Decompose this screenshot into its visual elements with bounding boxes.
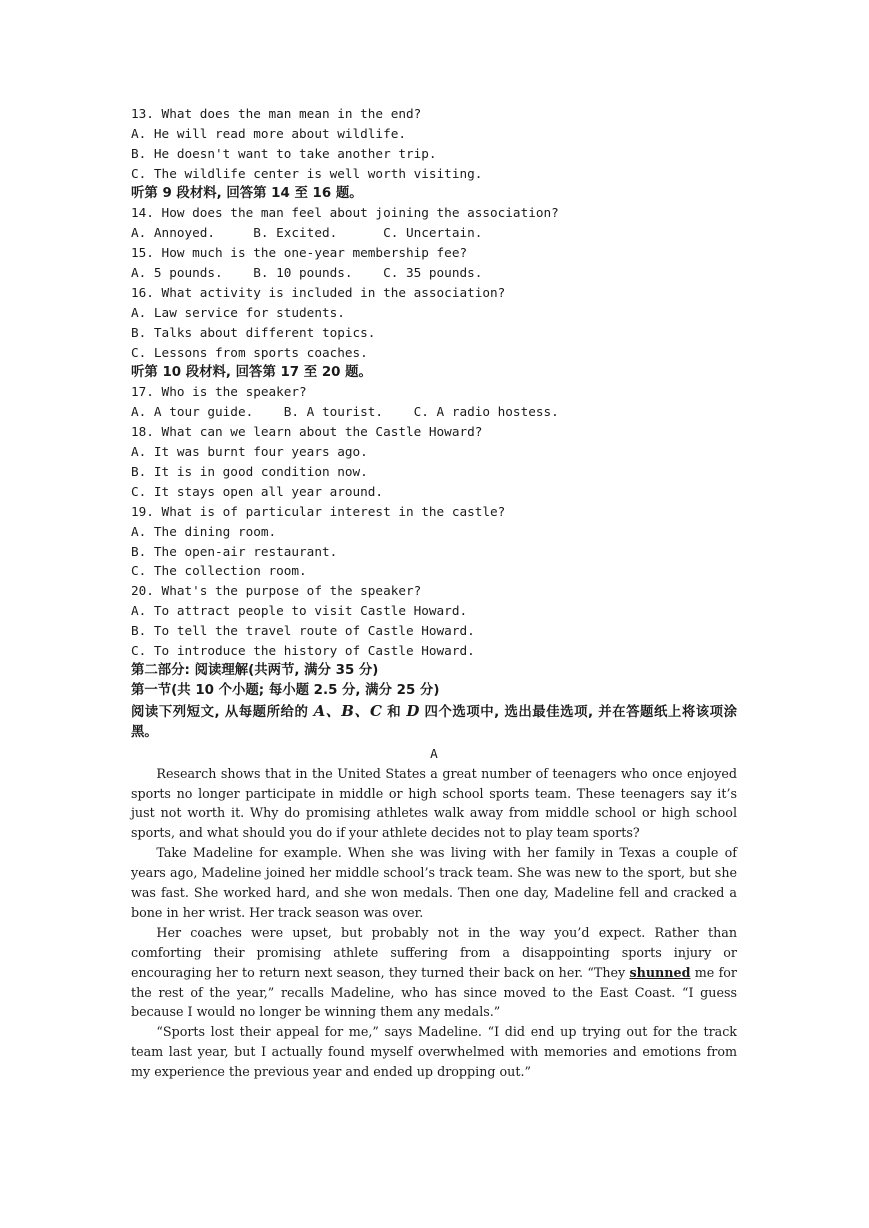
option-line: C. The collection room. xyxy=(131,563,307,579)
section9-heading: 听第 9 段材料, 回答第 14 至 16 题。 xyxy=(131,185,363,201)
option-line: B. To tell the travel route of Castle Howard. xyxy=(131,623,475,639)
question-line: 19. What is of particular interest in the castle? xyxy=(131,503,506,519)
instruction-letter-d: D xyxy=(406,701,420,720)
paragraph-3-after: me for the rest of the year,” recalls Madeline, who has since moved to the East Coast. “I guess because I would no longer be winning them any medals.” xyxy=(131,964,737,1020)
part2-heading: 第二部分: 阅读理解(共两节, 满分 35 分) xyxy=(131,662,379,678)
passage-paragraph-4: “Sports lost their appeal for me,” says Madeline. “I did end up trying out for the track team last year, but I actually found myself overwhelmed with memories and emotions from my experience the previous year and ended up dropping out.” xyxy=(131,1024,737,1080)
option-line: C. Lessons from sports coaches. xyxy=(131,344,368,360)
underlined-word-shunned: shunned xyxy=(629,964,691,980)
option-line: A. A tour guide. B. A tourist. C. A radio hostess. xyxy=(131,404,559,420)
option-line: C. To introduce the history of Castle Howard. xyxy=(131,643,475,659)
question-line: 16. What activity is included in the association? xyxy=(131,285,506,301)
option-line: A. He will read more about wildlife. xyxy=(131,125,406,141)
option-line: B. He doesn't want to take another trip. xyxy=(131,145,437,161)
instruction-letters-abc: A、B、C xyxy=(313,701,382,720)
listening-questions-14-16 xyxy=(131,203,737,362)
passage-paragraph-3 xyxy=(131,923,737,1023)
question-line: 13. What does the man mean in the end? xyxy=(131,106,422,121)
listening-questions-13 xyxy=(131,104,737,184)
option-line: A. Law service for students. xyxy=(131,304,345,320)
option-line: A. 5 pounds. B. 10 pounds. C. 35 pounds. xyxy=(131,265,483,281)
option-line: B. It is in good condition now. xyxy=(131,464,368,480)
listening-questions-17-20 xyxy=(131,382,737,660)
exam-page xyxy=(131,104,737,1082)
section10-heading: 听第 10 段材料, 回答第 17 至 20 题。 xyxy=(131,364,372,380)
option-line: A. To attract people to visit Castle Howard. xyxy=(131,603,468,619)
option-line: C. It stays open all year around. xyxy=(131,483,384,499)
section1-heading: 第一节(共 10 个小题; 每小题 2.5 分, 满分 25 分) xyxy=(131,682,440,698)
passage-paragraph-2: Take Madeline for example. When she was living with her family in Texas a couple of years ago, Madeline joined her middle school’s track team. She was new to the sport, but she was fast. She worked hard, and she won medals. Then one day, Madeline fell and cracked a bone in her wrist. Her track season was over. xyxy=(131,845,737,920)
passage-paragraph-1: Research shows that in the United States a great number of teenagers who once enjoyed sports no longer participate in middle or high school sports team. These teenagers say it’s just not worth it. Why do promising athletes walk away from middle school or high school sports, and what should you do if your athlete decides not to play team sports? xyxy=(131,765,737,841)
option-line: B. The open-air restaurant. xyxy=(131,543,338,559)
question-line: 14. How does the man feel about joining the association? xyxy=(131,205,559,221)
option-line: A. The dining room. xyxy=(131,523,277,539)
option-line: A. It was burnt four years ago. xyxy=(131,444,368,460)
question-line: 20. What's the purpose of the speaker? xyxy=(131,583,422,599)
question-line: 15. How much is the one-year membership fee? xyxy=(131,245,468,261)
passage-label: A xyxy=(430,745,438,761)
option-line: C. The wildlife center is well worth visiting. xyxy=(131,165,483,181)
instruction-mid: 和 xyxy=(382,704,407,720)
paragraph-3-before: Her coaches were upset, but probably not in the way you’d expect. Rather than comforting their promising athlete suffering from a disappointing sports injury or encouraging her to return next season, they turned their back on her. “They xyxy=(131,924,737,980)
question-line: 17. Who is the speaker? xyxy=(131,384,307,400)
option-line: A. Annoyed. B. Excited. C. Uncertain. xyxy=(131,225,483,241)
option-line: B. Talks about different topics. xyxy=(131,324,376,340)
question-line: 18. What can we learn about the Castle Howard? xyxy=(131,424,483,440)
instruction-after: 四个选项中, 选出最佳选项, 并在答题纸上将该项涂黑。 xyxy=(131,704,737,741)
reading-instruction xyxy=(131,701,737,744)
instruction-before: 阅读下列短文, 从每题所给的 xyxy=(131,704,314,720)
